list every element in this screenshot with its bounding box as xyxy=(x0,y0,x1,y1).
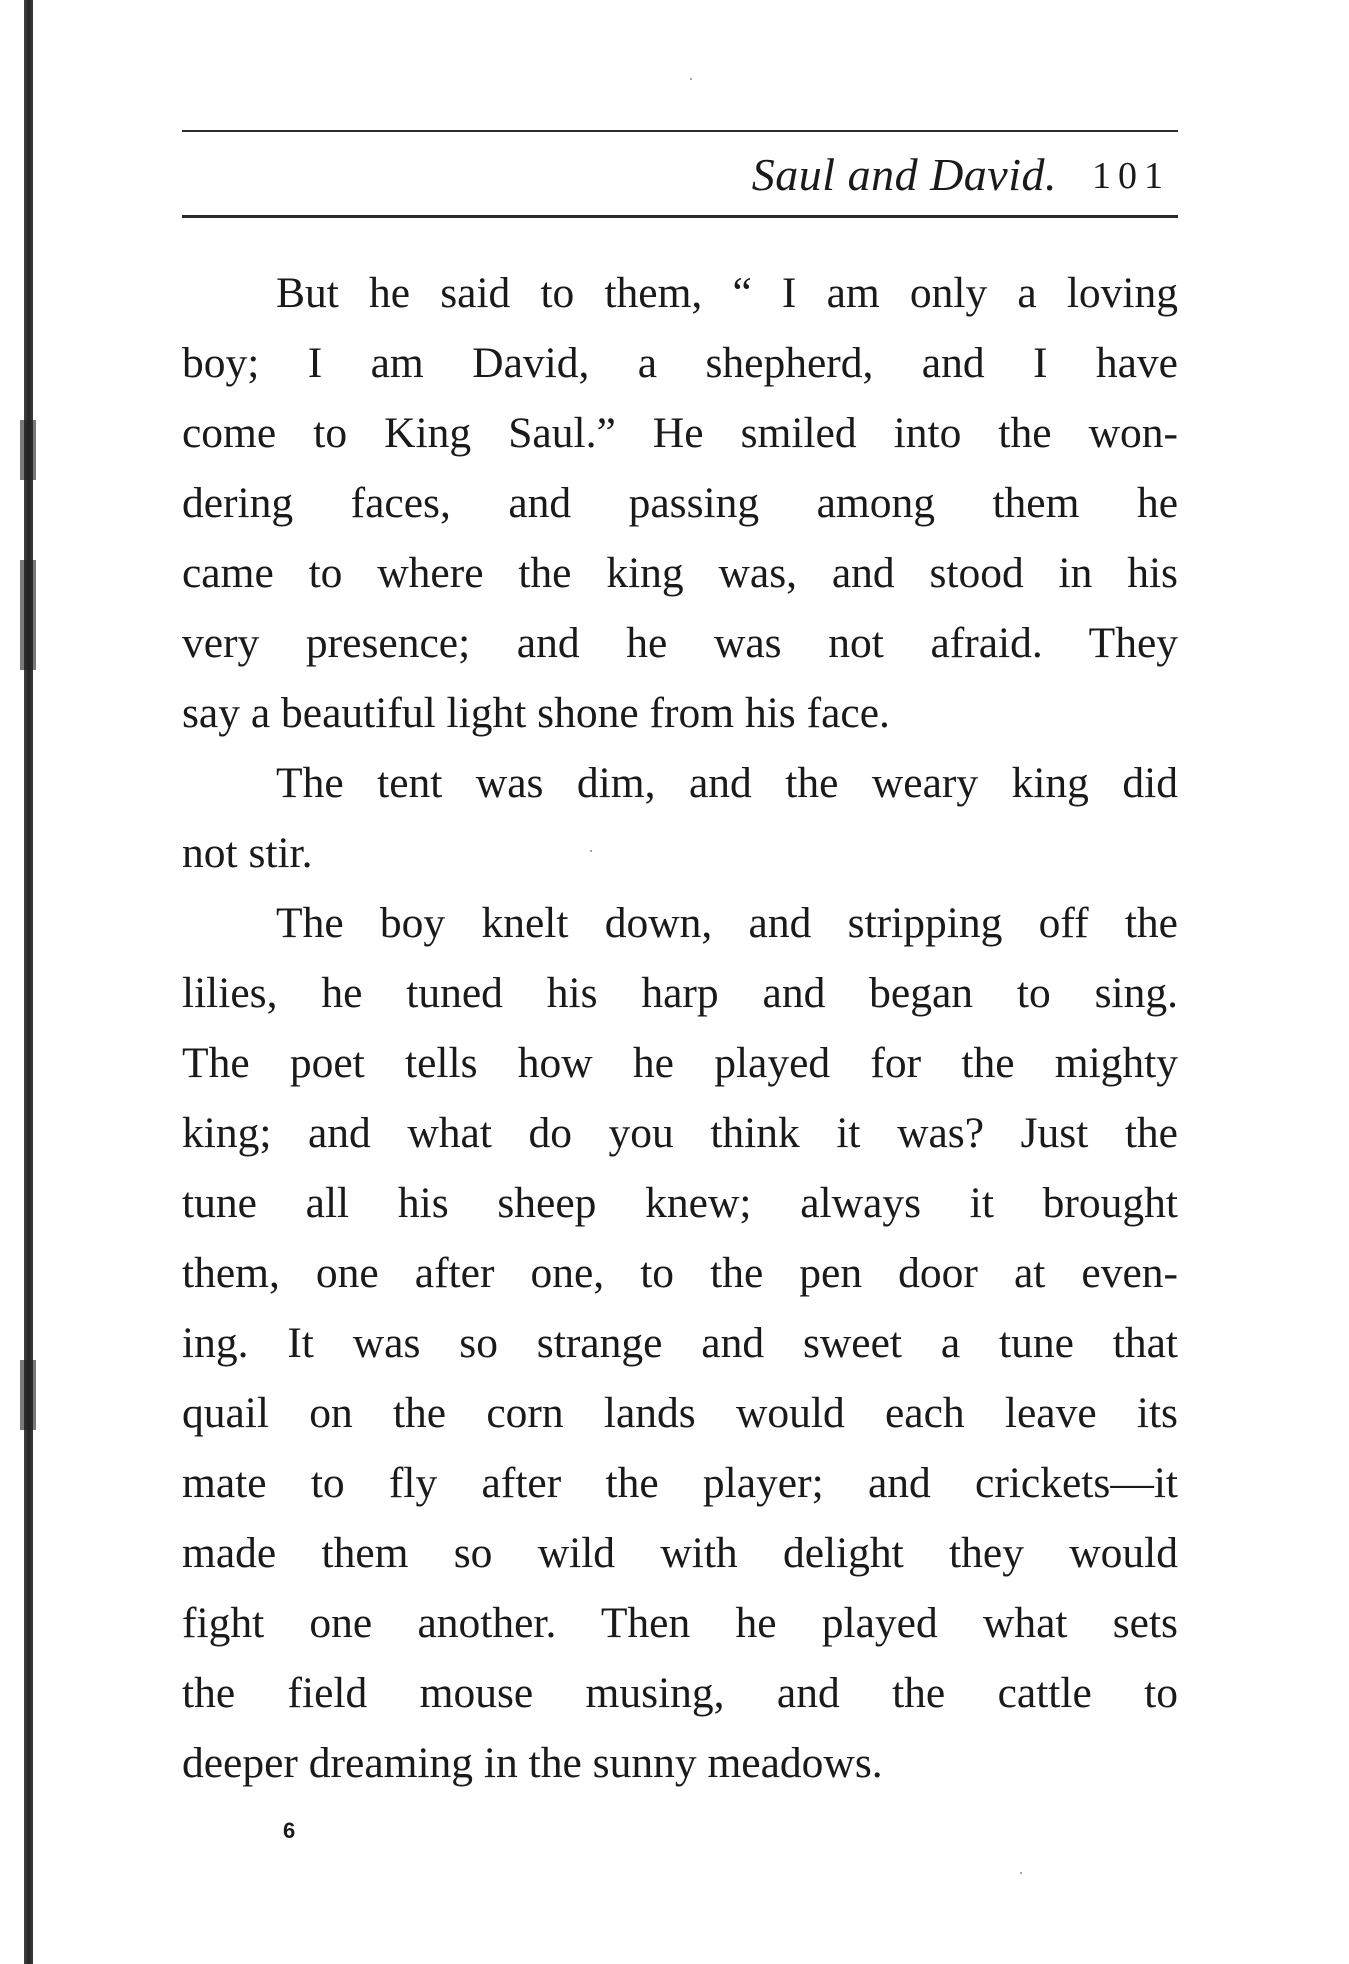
paper-speck xyxy=(590,850,592,852)
text-line: deeper dreaming in the sunny meadows. xyxy=(182,1739,883,1787)
text-line: fight one another. Then he played what sets xyxy=(182,1599,1178,1647)
text-line: mate to fly after the player; and crickets—it xyxy=(182,1459,1178,1507)
text-line: ing. It was so strange and sweet a tune that xyxy=(182,1319,1178,1367)
text-line: say a beautiful light shone from his face. xyxy=(182,689,890,737)
text-line: made them so wild with delight they would xyxy=(182,1529,1178,1577)
page-number: 101 xyxy=(1092,155,1170,197)
text-line: dering faces, and passing among them he xyxy=(182,479,1178,527)
text-line: quail on the corn lands would each leave its xyxy=(182,1389,1178,1437)
binding-shadow xyxy=(20,560,36,670)
text-line: king; and what do you think it was? Just the xyxy=(182,1109,1178,1157)
header-rule-top xyxy=(182,130,1178,132)
text-line: not stir. xyxy=(182,829,313,877)
binding-edge xyxy=(24,0,33,1964)
text-line: very presence; and he was not afraid. They xyxy=(182,619,1178,667)
running-title: Saul and David. xyxy=(751,149,1057,200)
binding-shadow xyxy=(20,420,36,480)
text-line: tune all his sheep knew; always it brought xyxy=(182,1179,1178,1227)
text-line: boy; I am David, a shepherd, and I have xyxy=(182,339,1178,387)
body-text xyxy=(182,258,1178,1798)
text-line: come to King Saul.” He smiled into the won- xyxy=(182,409,1178,457)
text-line: The boy knelt down, and stripping off the xyxy=(276,899,1178,947)
text-line: them, one after one, to the pen door at even- xyxy=(182,1249,1178,1297)
text-line: But he said to them, “ I am only a loving xyxy=(276,269,1178,317)
paper-speck xyxy=(690,78,692,80)
text-line: the field mouse musing, and the cattle to xyxy=(182,1669,1178,1717)
header-rule-bottom xyxy=(182,215,1178,218)
paper-speck xyxy=(1020,1872,1022,1874)
signature-mark: 6 xyxy=(283,1818,296,1843)
text-line: lilies, he tuned his harp and began to sing. xyxy=(182,969,1178,1017)
binding-shadow xyxy=(20,1360,36,1430)
text-line: The poet tells how he played for the mighty xyxy=(182,1039,1178,1087)
running-head xyxy=(182,140,1178,210)
text-line: The tent was dim, and the weary king did xyxy=(276,759,1178,807)
text-line: came to where the king was, and stood in his xyxy=(182,549,1178,597)
